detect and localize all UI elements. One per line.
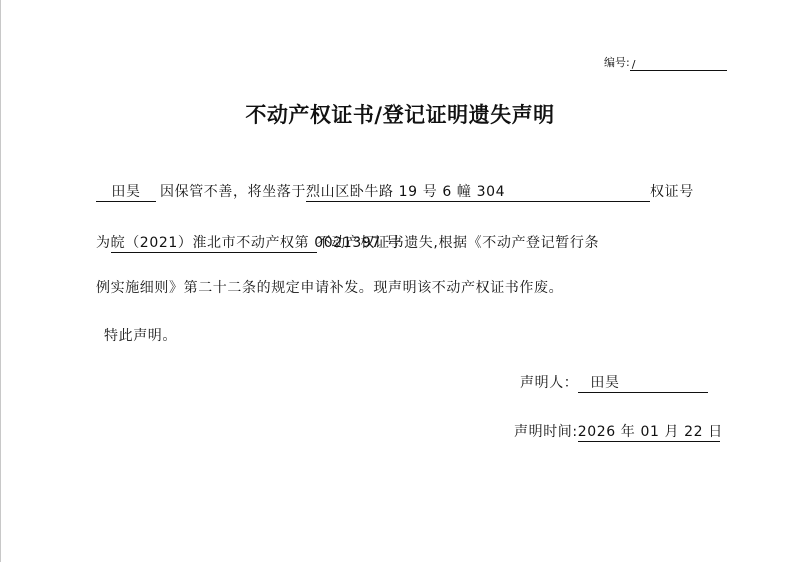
declarant-signature [520, 373, 708, 393]
date-label: 声明时间: [514, 424, 578, 440]
serial-label: 编号: [604, 56, 630, 69]
declarant-signature-name: 田昊 [578, 374, 708, 393]
serial-number [604, 55, 727, 71]
closing-text: 特此声明。 [104, 328, 177, 344]
declarant-name-field: 田昊 [96, 183, 156, 202]
cert-number-field: 皖（2021）淮北市不动产权第 0021397 号 [110, 235, 401, 251]
declaration-date [514, 422, 723, 442]
cert-prefix-text: 为 [96, 235, 111, 251]
cert-number-label: 权证号 [650, 184, 694, 200]
declarant-label: 声明人： [520, 375, 579, 391]
page-left-border [0, 0, 1, 562]
document-title: 不动产权证书/登记证明遗失声明 [245, 102, 555, 127]
serial-value: / [630, 57, 727, 71]
property-address-field: 烈山区卧牛路 19 号 6 幢 304 [306, 183, 650, 202]
body-line-1 [96, 182, 694, 202]
date-value: 2026 年 01 月 22 日 [577, 424, 723, 440]
body-text-after-name: 因保管不善，将坐落于 [160, 184, 306, 200]
body-line-3: 例实施细则》第二十二条的规定申请补发。现声明该不动产权证书作废。 [96, 280, 564, 296]
body-line-2 [96, 233, 599, 253]
body-text-after-cert: 不动产权证书遗失,根据《不动产登记暂行条 [316, 235, 600, 251]
